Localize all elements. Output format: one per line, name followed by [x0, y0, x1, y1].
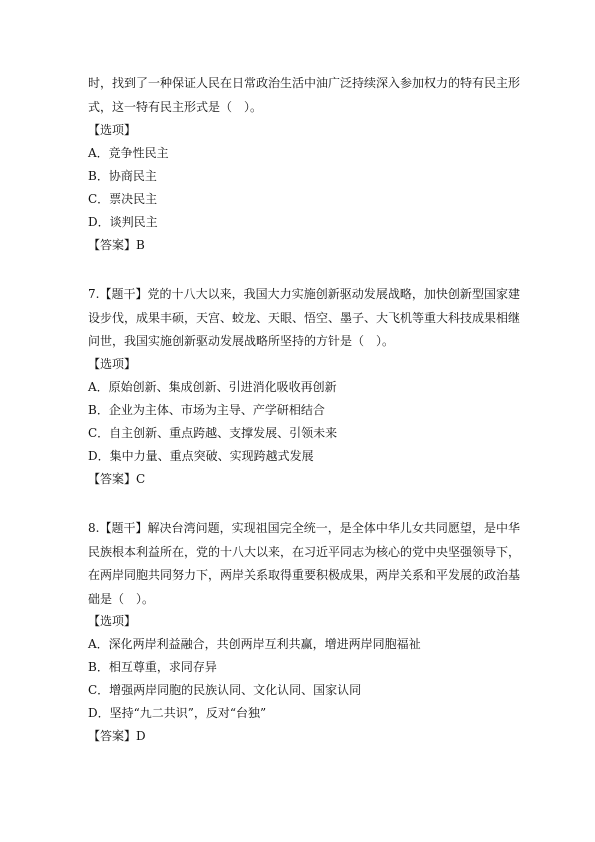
option-c: C．增强两岸同胞的民族认同、文化认同、国家认同 [88, 683, 362, 697]
options-header: 【选项】 [88, 614, 137, 628]
option-a: A．竞争性民主 [88, 146, 169, 160]
option-a: A．深化两岸利益融合，共创两岸互利共赢，增进两岸同胞福祉 [88, 637, 421, 651]
option-c: C．自主创新、重点跨越、支撑发展、引领未来 [88, 426, 338, 440]
question-stem: 时，找到了一种保证人民在日常政治生活中油广泛持续深入参加权力的特有民主形式，这一特有民主形式是（ ）。 [88, 76, 521, 114]
option-a: A．原始创新、集成创新、引进消化吸收再创新 [88, 380, 337, 394]
option-d: D．集中力量、重点突破、实现跨越式发展 [88, 449, 314, 463]
question-8 [88, 517, 520, 611]
options-header: 【选项】 [88, 123, 137, 137]
options-header: 【选项】 [88, 357, 137, 371]
answer: 【答案】B [88, 238, 145, 252]
option-d: D．坚持“九二共识”，反对“台独” [88, 706, 267, 720]
question-stem: 7.【题干】党的十八大以来，我国大力实施创新驱动发展战略，加快创新型国家建设步伐，成果丰硕，天宫、蛟龙、天眼、悟空、墨子、大飞机等重大科技成果相继问世，我国实施创新驱动发展战略所坚持的方针是（ ）。 [88, 287, 521, 348]
answer: 【答案】C [88, 472, 146, 486]
answer: 【答案】D [88, 729, 146, 743]
question-8-options [88, 610, 520, 748]
question-6-options [88, 119, 520, 257]
option-d: D．谈判民主 [88, 215, 158, 229]
question-stem: 8.【题干】解决台湾问题，实现祖国完全统一，是全体中华儿女共同愿望，是中华民族根本利益所在，党的十八大以来，在习近平同志为核心的党中央坚强领导下，在两岸同胞共同努力下，两岸关系取得重要积极成果，两岸关系和平发展的政治基础是（ ）。 [88, 521, 521, 606]
option-b: B．企业为主体、市场为主导、产学研相结合 [88, 403, 325, 417]
question-7-options [88, 353, 520, 491]
question-6 [88, 72, 520, 119]
question-7 [88, 283, 520, 354]
option-b: B．协商民主 [88, 169, 157, 183]
option-c: C．票决民主 [88, 192, 158, 206]
option-b: B．相互尊重，求同存异 [88, 660, 217, 674]
